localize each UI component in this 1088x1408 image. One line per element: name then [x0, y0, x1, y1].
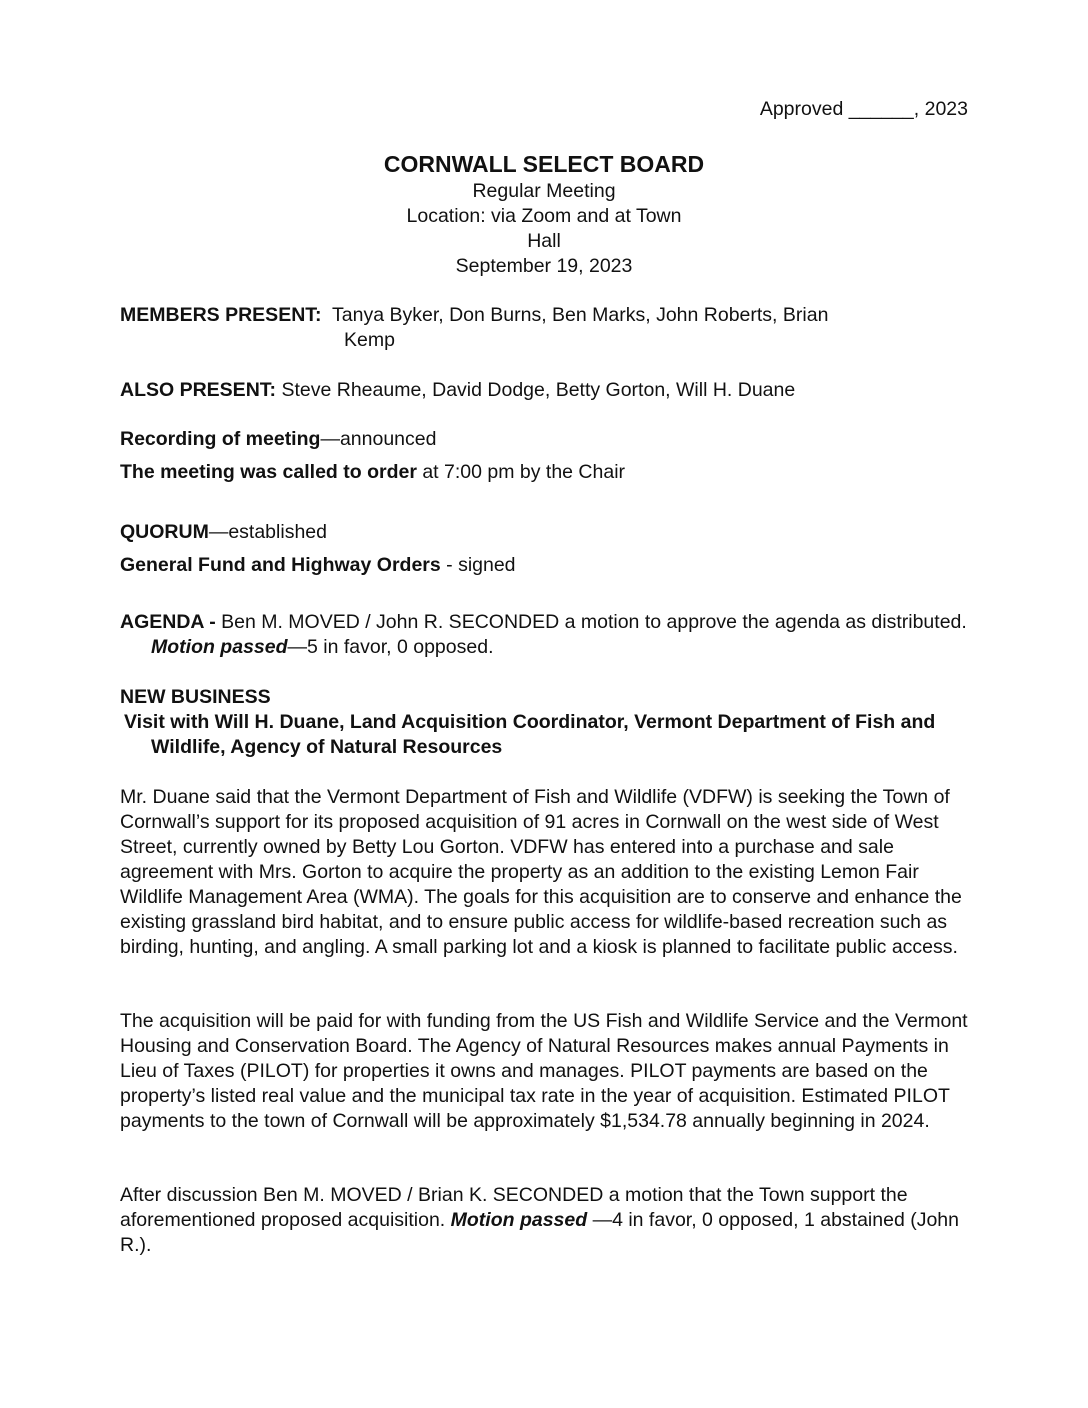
agenda-motion-passed: Motion passed: [151, 636, 288, 658]
also-present: [120, 378, 980, 403]
paragraph-acquisition-funding: The acquisition will be paid for with funding from the US Fish and Wildlife Service and the Vermont Housing and Conservation Board. The Agency of Natural Resources makes annual Payments in Lieu of Taxes (PILOT) for properties it owns and manages. PILOT payments are based on the property’s listed real value and the municipal tax rate in the year of acquisition. Estimated PILOT payments to the town of Cornwall will be approximately $1,534.78 annually beginning in 2024.: [120, 1010, 968, 1132]
also-present-names: Steve Rheaume, David Dodge, Betty Gorton, Will H. Duane: [281, 379, 796, 401]
meeting-location-continued: Hall: [527, 230, 561, 252]
agenda-text: Ben M. MOVED / John R. SECONDED a motion to approve the agenda as distributed.: [221, 611, 967, 633]
called-to-order-label: The meeting was called to order: [120, 461, 417, 483]
quorum: [120, 520, 980, 545]
motion-support-passed: Motion passed: [450, 1209, 588, 1231]
agenda-item: [120, 610, 1011, 660]
document-title: CORNWALL SELECT BOARD: [383, 151, 705, 177]
paragraph-motion-support: [120, 1183, 968, 1258]
paragraph-duane-request: Mr. Duane said that the Vermont Department of Fish and Wildlife (VDFW) is seeking the Town of Cornwall’s support for its proposed acquisition of 91 acres in Cornwall on the west side of West Street, currently owned by Betty Lou Gorton. VDFW has entered into a purchase and sale agreement with Mrs. Gorton to acquire the property as an addition to the existing Lemon Fair Wildlife Management Area (WMA). The goals for this acquisition are to conserve and enhance the existing grassland bird habitat, and to ensure public access for wildlife-based recreation such as birding, hunting, and angling. A small parking lot and a kiosk is planned to facilitate public access.: [120, 786, 962, 958]
meeting-date: September 19, 2023: [455, 255, 633, 277]
new-business-subheading: Visit with Will H. Duane, Land Acquisition Coordinator, Vermont Department of Fish and Wildlife, Agency of Natural Resources: [124, 711, 936, 758]
quorum-label: QUORUM: [120, 521, 209, 543]
agenda-vote-result: —5 in favor, 0 opposed.: [287, 636, 494, 658]
general-fund-value: - signed: [440, 554, 516, 576]
recording-of-meeting: [120, 427, 980, 452]
members-present-names-continued: Kemp: [344, 329, 395, 351]
recording-value: —announced: [320, 428, 437, 450]
agenda-label: AGENDA -: [120, 611, 222, 633]
called-to-order-value: at 7:00 pm by the Chair: [416, 461, 626, 483]
members-present-label: MEMBERS PRESENT:: [120, 304, 322, 326]
members-present-names: Tanya Byker, Don Burns, Ben Marks, John Roberts, Brian: [332, 304, 829, 326]
members-present: [120, 303, 980, 353]
general-fund-label: General Fund and Highway Orders: [120, 554, 441, 576]
meeting-location: Location: via Zoom and at Town: [406, 205, 682, 227]
recording-label: Recording of meeting: [120, 428, 321, 450]
new-business-heading: NEW BUSINESS: [120, 686, 271, 708]
document-header: [0, 149, 1088, 279]
approval-line: Approved ______, 2023: [759, 98, 968, 120]
meeting-type: Regular Meeting: [472, 180, 616, 202]
also-present-label: ALSO PRESENT:: [120, 379, 277, 401]
general-fund-orders: [120, 553, 980, 578]
motion-support-text: After discussion Ben M. MOVED / Brian K. SECONDED a motion that the Town support the aforementioned proposed acquisition.: [120, 1184, 908, 1231]
called-to-order: [120, 460, 980, 485]
quorum-value: —established: [208, 521, 327, 543]
motion-support-result: —4 in favor, 0 opposed, 1 abstained (John R.).: [120, 1209, 959, 1256]
